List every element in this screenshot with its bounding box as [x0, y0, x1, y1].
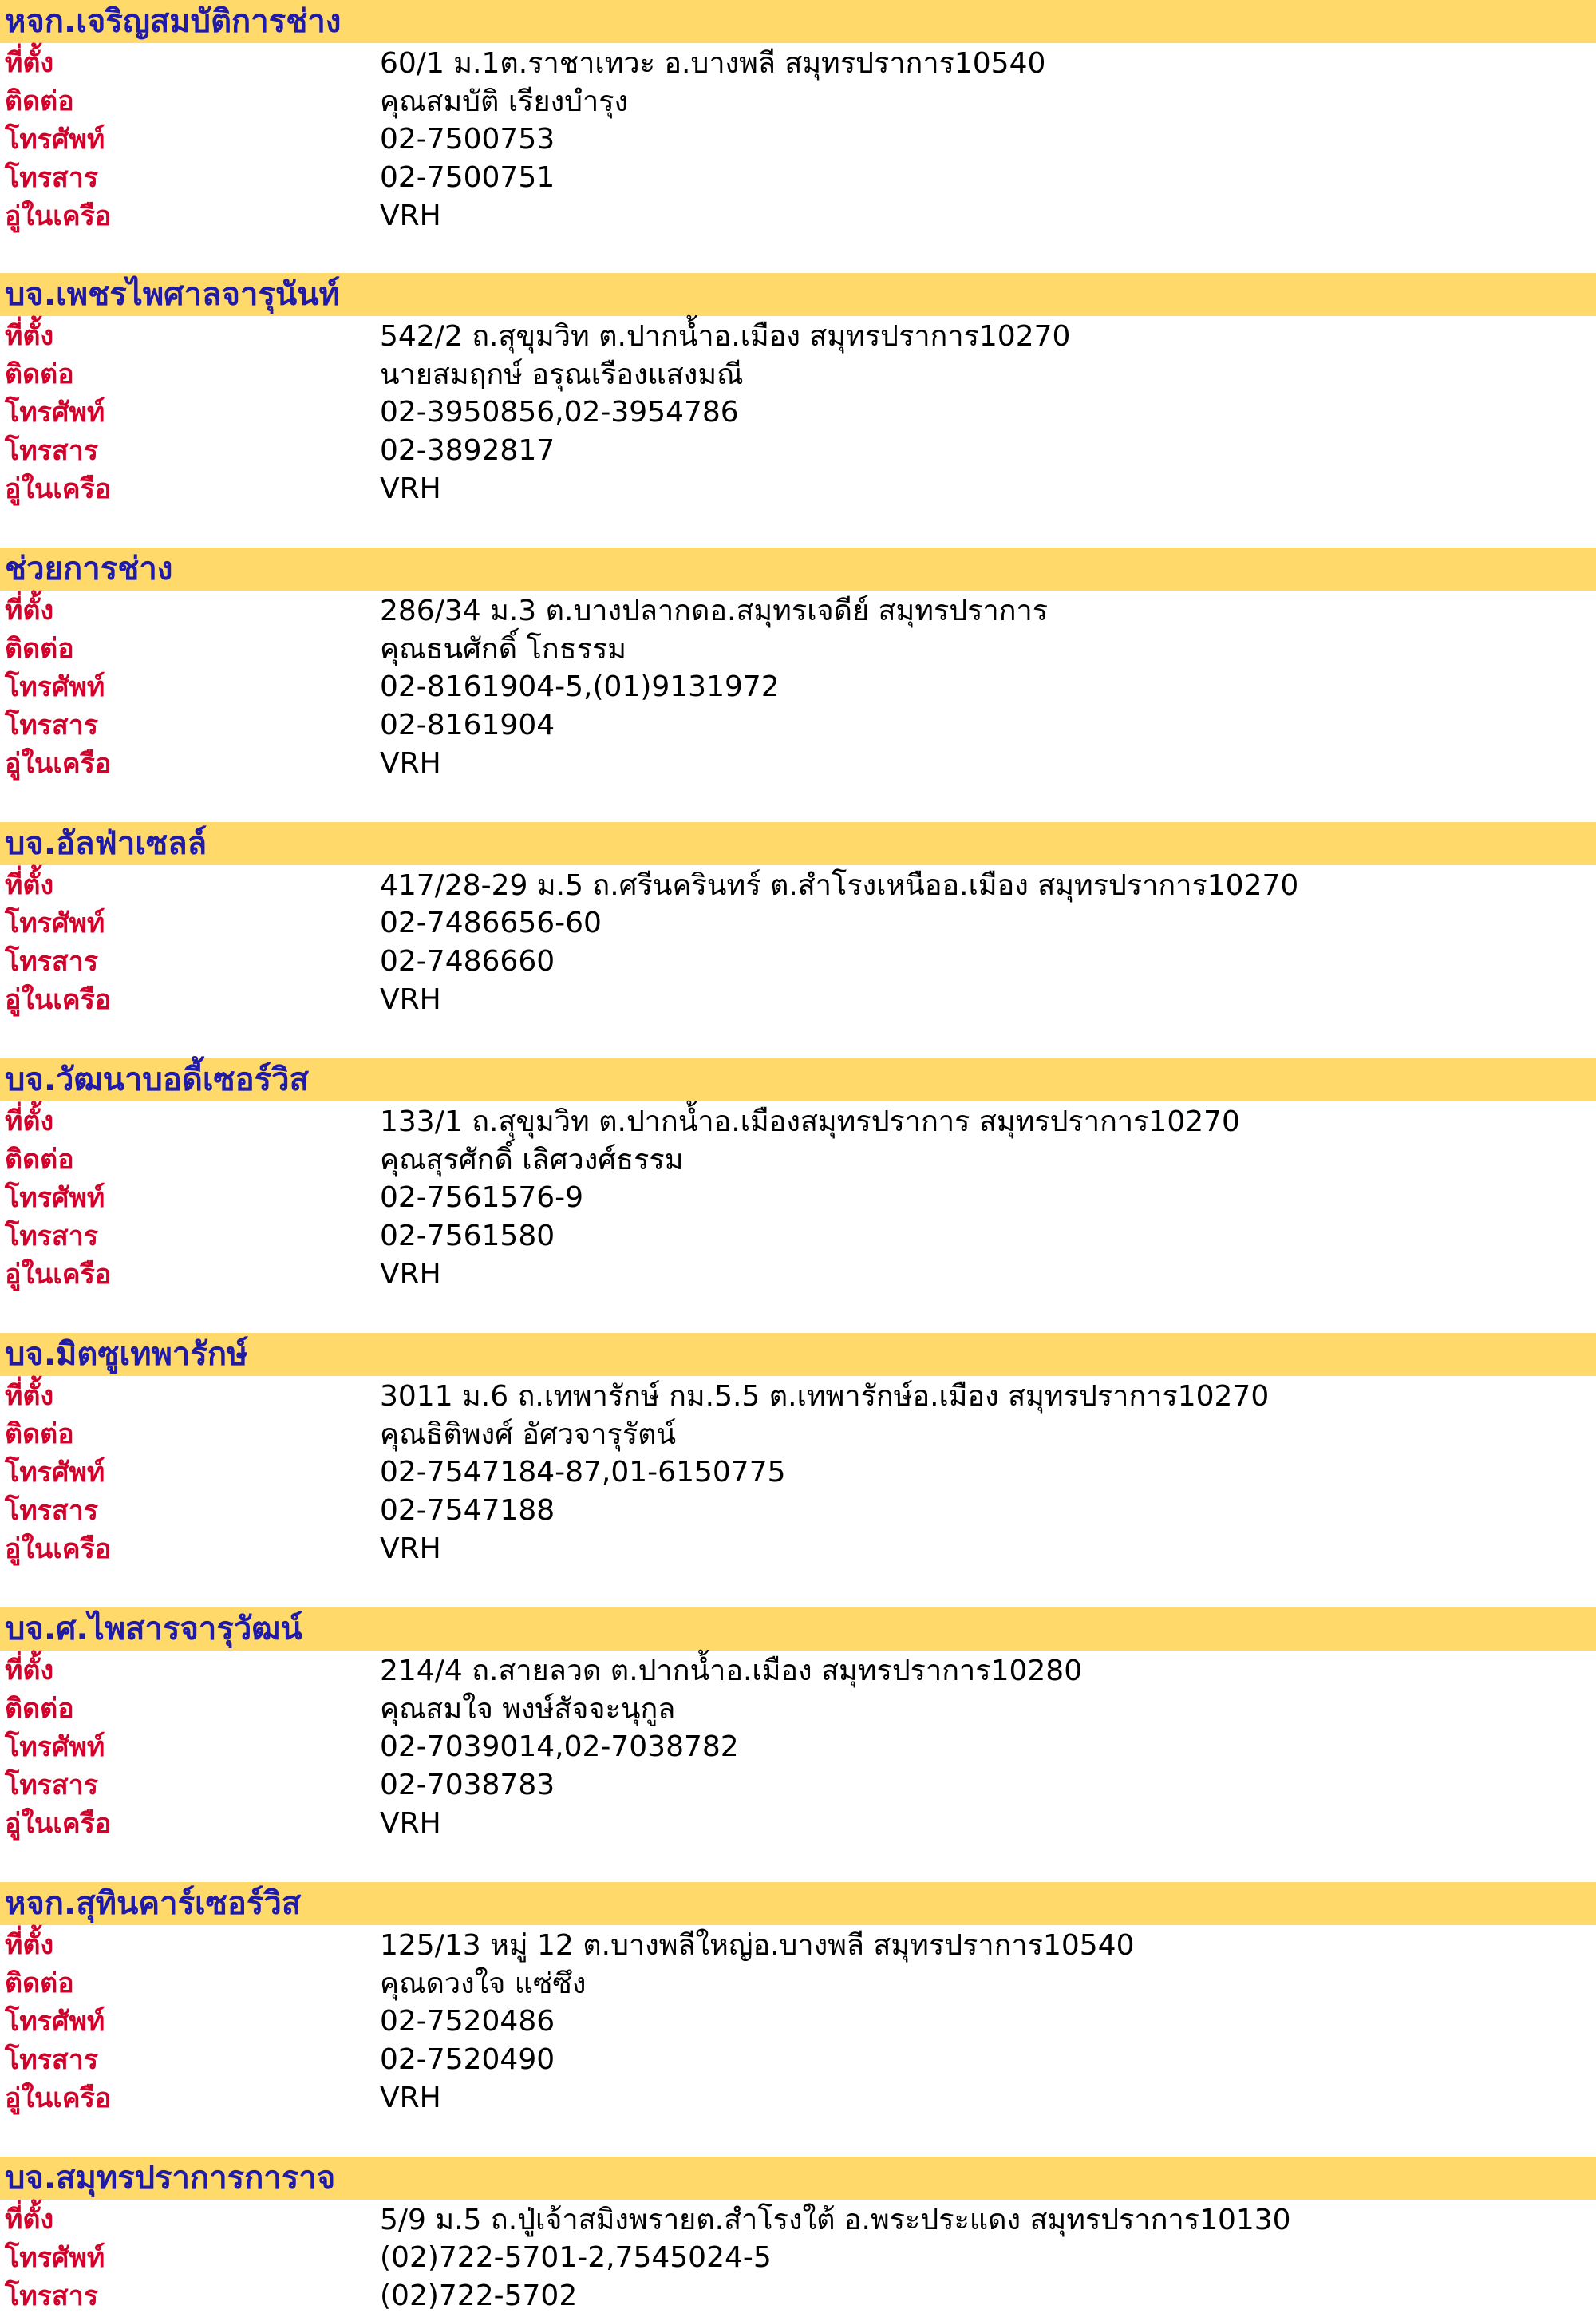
garage-entry [0, 1333, 1596, 1568]
garage-entry [0, 1058, 1596, 1293]
field-value-contact: คุณธนศักดิ์ โกธรรม [380, 632, 627, 666]
field-label-address: ที่ตั้ง [5, 47, 54, 79]
garage-entry [0, 273, 1596, 508]
field-row-fax [0, 158, 1596, 196]
field-row-network [0, 2078, 1596, 2117]
field-row-address [0, 1101, 1596, 1140]
entry-header [0, 273, 1596, 316]
field-value-address: 5/9 ม.5 ถ.ปู่เจ้าสมิงพรายต.สำโรงใต้ อ.พระประแดง สมุทรปราการ10130 [380, 2203, 1291, 2236]
field-row-phone [0, 1178, 1596, 1216]
field-value-address: 60/1 ม.1ต.ราชาเทวะ อ.บางพลี สมุทรปราการ10540 [380, 46, 1046, 80]
field-label-phone: โทรศัพท์ [5, 397, 105, 429]
field-label-fax: โทรสาร [5, 2044, 99, 2076]
field-value-network: VRH [380, 746, 441, 780]
field-value-fax: (02)722-5702 [380, 2279, 578, 2312]
garage-entry [0, 548, 1596, 782]
field-row-address [0, 1376, 1596, 1414]
entry-header [0, 1607, 1596, 1651]
field-row-fax [0, 1765, 1596, 1804]
field-label-phone: โทรศัพท์ [5, 671, 105, 703]
field-label-network: อู่ในเครือ [5, 984, 112, 1016]
garage-entry [0, 822, 1596, 1018]
field-value-address: 542/2 ถ.สุขุมวิท ต.ปากน้ำอ.เมือง สมุทรปราการ10270 [380, 319, 1071, 353]
field-row-address [0, 2200, 1596, 2238]
field-row-fax [0, 431, 1596, 469]
field-value-address: 286/34 ม.3 ต.บางปลากดอ.สมุทรเจดีย์ สมุทรปราการ [380, 594, 1049, 627]
field-label-fax: โทรสาร [5, 1220, 99, 1252]
garage-name: บจ.มิตซูเทพารักษ์ [5, 1336, 248, 1373]
field-value-phone: (02)722-5701-2,7545024-5 [380, 2240, 772, 2274]
field-value-address: 3011 ม.6 ถ.เทพารักษ์ กม.5.5 ต.เทพารักษ์อ.เมือง สมุทรปราการ10270 [380, 1379, 1270, 1413]
field-value-network: VRH [380, 1806, 441, 1840]
field-value-address: 133/1 ถ.สุขุมวิท ต.ปากน้ำอ.เมืองสมุทรปราการ สมุทรปราการ10270 [380, 1105, 1240, 1138]
field-label-fax: โทรสาร [5, 946, 99, 978]
field-value-address: 214/4 ถ.สายลวด ต.ปากน้ำอ.เมือง สมุทรปราการ10280 [380, 1654, 1083, 1687]
field-value-fax: 02-7486660 [380, 944, 555, 978]
field-value-phone: 02-7520486 [380, 2004, 555, 2038]
garage-entry [0, 2157, 1596, 2315]
field-label-contact: ติดต่อ [5, 1144, 74, 1176]
garage-name: หจก.เจริญสมบัติการช่าง [5, 3, 342, 40]
field-row-address [0, 1925, 1596, 1963]
field-row-network [0, 1804, 1596, 1842]
field-label-address: ที่ตั้ง [5, 1655, 54, 1686]
field-value-phone: 02-8161904-5,(01)9131972 [380, 670, 780, 703]
field-row-phone [0, 667, 1596, 706]
field-value-network: VRH [380, 983, 441, 1016]
garage-name: บจ.สมุทรปราการการาจ [5, 2160, 336, 2196]
field-label-phone: โทรศัพท์ [5, 2242, 105, 2274]
field-row-address [0, 43, 1596, 81]
field-row-phone [0, 2002, 1596, 2040]
field-label-fax: โทรสาร [5, 2280, 99, 2312]
field-label-address: ที่ตั้ง [5, 1105, 54, 1137]
field-value-network: VRH [380, 1257, 441, 1291]
field-row-address [0, 865, 1596, 903]
field-label-fax: โทรสาร [5, 162, 99, 194]
field-value-contact: นายสมฤกษ์ อรุณเรืองแสงมณี [380, 358, 744, 391]
field-label-address: ที่ตั้ง [5, 320, 54, 352]
field-label-contact: ติดต่อ [5, 358, 74, 390]
field-label-contact: ติดต่อ [5, 633, 74, 665]
garage-entry [0, 0, 1596, 235]
field-row-phone [0, 1727, 1596, 1765]
entry-header [0, 822, 1596, 865]
field-row-fax [0, 1491, 1596, 1529]
entry-header [0, 0, 1596, 43]
field-value-phone: 02-7486656-60 [380, 906, 602, 939]
field-value-phone: 02-7039014,02-7038782 [380, 1730, 739, 1763]
field-value-network: VRH [380, 1532, 441, 1565]
field-label-contact: ติดต่อ [5, 1693, 74, 1725]
field-label-address: ที่ตั้ง [5, 2204, 54, 2236]
field-row-fax [0, 706, 1596, 744]
field-row-phone [0, 393, 1596, 431]
field-row-contact [0, 1140, 1596, 1178]
field-row-phone [0, 120, 1596, 158]
field-label-fax: โทรสาร [5, 1495, 99, 1527]
field-row-network [0, 1255, 1596, 1293]
field-row-contact [0, 354, 1596, 393]
entry-header [0, 548, 1596, 591]
field-label-fax: โทรสาร [5, 710, 99, 741]
field-value-network: VRH [380, 2081, 441, 2114]
field-label-phone: โทรศัพท์ [5, 1731, 105, 1763]
garage-entry [0, 1607, 1596, 1842]
field-row-contact [0, 81, 1596, 120]
field-row-fax [0, 1216, 1596, 1255]
field-value-fax: 02-7561580 [380, 1219, 555, 1252]
field-row-contact [0, 1689, 1596, 1727]
field-label-contact: ติดต่อ [5, 1418, 74, 1450]
field-label-network: อู่ในเครือ [5, 748, 112, 780]
field-row-address [0, 316, 1596, 354]
field-label-network: อู่ในเครือ [5, 473, 112, 505]
field-label-address: ที่ตั้ง [5, 1380, 54, 1412]
field-label-fax: โทรสาร [5, 435, 99, 467]
field-value-address: 125/13 หมู่ 12 ต.บางพลีใหญ่อ.บางพลี สมุทรปราการ10540 [380, 1928, 1135, 1962]
field-value-address: 417/28-29 ม.5 ถ.ศรีนครินทร์ ต.สำโรงเหนืออ.เมือง สมุทรปราการ10270 [380, 868, 1299, 902]
field-label-address: ที่ตั้ง [5, 1929, 54, 1961]
field-value-contact: คุณสมบัติ เรียงบำรุง [380, 85, 629, 118]
field-label-phone: โทรศัพท์ [5, 1182, 105, 1214]
garage-name: บจ.วัฒนาบอดี้เซอร์วิส [5, 1062, 310, 1098]
entry-header [0, 1882, 1596, 1925]
field-value-phone: 02-7561576-9 [380, 1180, 584, 1214]
field-value-phone: 02-3950856,02-3954786 [380, 395, 739, 429]
entry-header [0, 1058, 1596, 1101]
garage-entry [0, 1882, 1596, 2117]
field-row-network [0, 980, 1596, 1018]
field-value-contact: คุณสุรศักดิ์ เลิศวงศ์ธรรม [380, 1143, 684, 1176]
garage-name: หจก.สุทินคาร์เซอร์วิส [5, 1885, 302, 1922]
field-row-phone [0, 2238, 1596, 2276]
field-value-fax: 02-7500751 [380, 160, 555, 194]
field-row-contact [0, 1414, 1596, 1453]
field-value-network: VRH [380, 472, 441, 505]
field-label-phone: โทรศัพท์ [5, 1457, 105, 1489]
field-row-fax [0, 2276, 1596, 2315]
garage-name: ช่วยการช่าง [5, 551, 173, 587]
field-value-contact: คุณธิติพงศ์ อัศวจารุรัตน์ [380, 1417, 677, 1451]
field-label-contact: ติดต่อ [5, 1967, 74, 1999]
field-row-phone [0, 1453, 1596, 1491]
entry-header [0, 1333, 1596, 1376]
field-label-network: อู่ในเครือ [5, 1808, 112, 1840]
field-label-fax: โทรสาร [5, 1769, 99, 1801]
field-value-fax: 02-7520490 [380, 2042, 555, 2076]
entry-header [0, 2157, 1596, 2200]
field-row-network [0, 744, 1596, 782]
field-row-network [0, 196, 1596, 235]
garage-name: บจ.ศ.ไพสารจารุวัฒน์ [5, 1611, 302, 1647]
field-value-contact: คุณสมใจ พงษ์สัจจะนุกูล [380, 1692, 676, 1726]
field-row-network [0, 1529, 1596, 1568]
field-value-network: VRH [380, 199, 441, 232]
field-label-network: อู่ในเครือ [5, 1259, 112, 1291]
field-row-address [0, 591, 1596, 629]
garage-name: บจ.เพชรไพศาลจารุนันท์ [5, 276, 340, 313]
field-label-phone: โทรศัพท์ [5, 124, 105, 156]
field-label-address: ที่ตั้ง [5, 595, 54, 627]
field-value-contact: คุณดวงใจ แซ่ซึง [380, 1967, 587, 2000]
field-row-phone [0, 903, 1596, 942]
field-row-contact [0, 629, 1596, 667]
field-label-network: อู่ในเครือ [5, 2082, 112, 2114]
field-value-fax: 02-7038783 [380, 1768, 555, 1801]
field-row-network [0, 469, 1596, 508]
field-row-fax [0, 2040, 1596, 2078]
field-label-address: ที่ตั้ง [5, 869, 54, 901]
field-row-fax [0, 942, 1596, 980]
field-row-contact [0, 1963, 1596, 2002]
garage-name: บจ.อัลฟ่าเซลล์ [5, 825, 207, 862]
field-label-phone: โทรศัพท์ [5, 2006, 105, 2038]
field-label-phone: โทรศัพท์ [5, 907, 105, 939]
field-value-fax: 02-8161904 [380, 708, 555, 741]
field-label-contact: ติดต่อ [5, 85, 74, 117]
field-label-network: อู่ในเครือ [5, 1533, 112, 1565]
field-label-network: อู่ในเครือ [5, 200, 112, 232]
field-value-fax: 02-3892817 [380, 433, 555, 467]
field-row-address [0, 1651, 1596, 1689]
field-value-fax: 02-7547188 [380, 1493, 555, 1527]
field-value-phone: 02-7547184-87,01-6150775 [380, 1455, 786, 1489]
field-value-phone: 02-7500753 [380, 122, 555, 156]
